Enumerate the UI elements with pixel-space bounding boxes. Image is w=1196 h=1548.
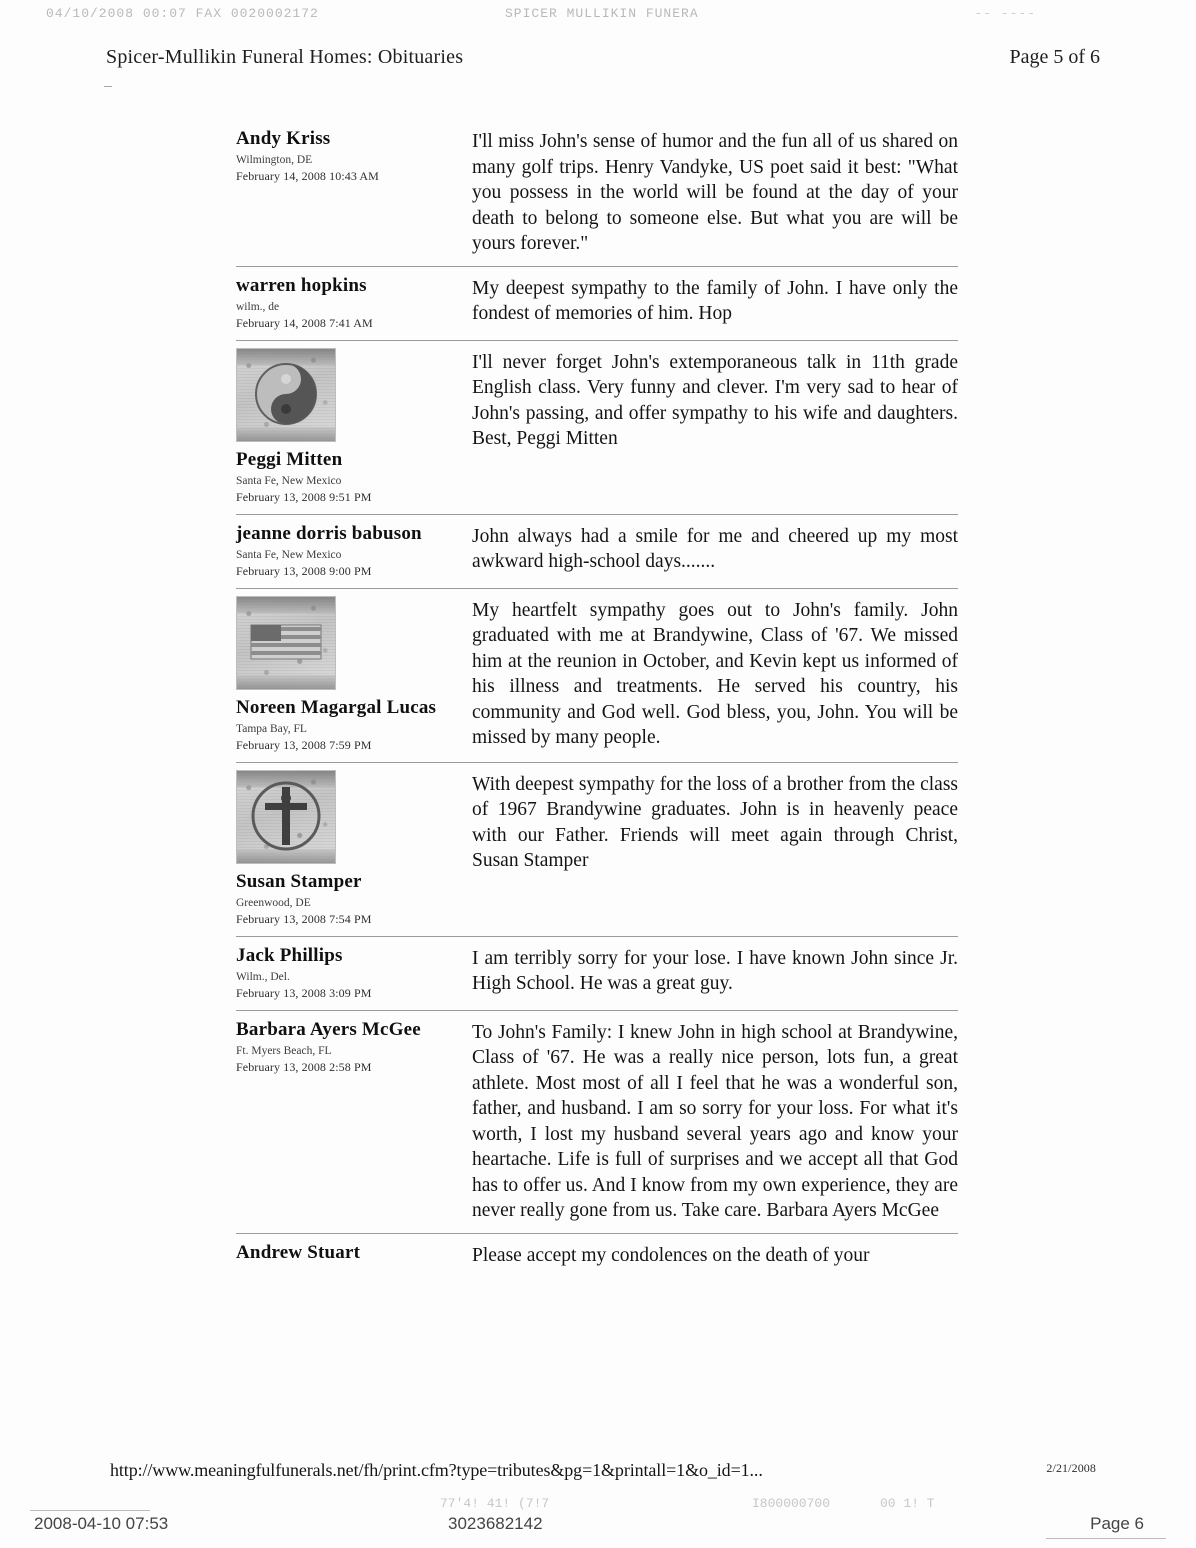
tribute-entry — [236, 1233, 958, 1278]
tribute-author-name: Peggi Mitten — [236, 448, 343, 470]
fax-ghost-text-1: 77'4! 41! (7!7 — [440, 1496, 550, 1511]
tribute-entry — [236, 762, 958, 936]
tribute-message: With deepest sympathy for the loss of a brother from the class of 1967 Brandywine graduates. John is in heavenly peace with our Father. Friends will meet again through Christ, Susan Stamper — [472, 773, 958, 871]
fax-rule-left — [30, 1510, 150, 1511]
tribute-author-location: Ft. Myers Beach, FL — [236, 1044, 332, 1057]
fax-page-label: Page 6 — [1090, 1514, 1144, 1533]
tribute-message: My heartfelt sympathy goes out to John's family. John graduated with me at Brandywine, Class of '67. We missed him at the reunion in October, and Kevin kept us informed of his illness and treatments. He served his country, his community and God well. God bless, you, John. You will be missed by many people. — [472, 599, 958, 748]
tribute-message: I'll never forget John's extemporaneous talk in 11th grade English class. Very funny and clever. I'm very sad to hear of John's passing, and offer sympathy to his wife and daughters. Best, Peggi Mitten — [472, 351, 958, 449]
tribute-entry — [236, 266, 958, 340]
tribute-author-block — [236, 1018, 464, 1075]
page-indicator: Page 5 of 6 — [1009, 46, 1100, 68]
tribute-message: My deepest sympathy to the family of John. I have only the fondest of memories of him. Hop — [472, 277, 958, 324]
tribute-entry — [236, 340, 958, 514]
tribute-author-block — [236, 770, 464, 927]
tribute-timestamp: February 13, 2008 9:00 PM — [236, 563, 372, 578]
tribute-author-block — [236, 522, 464, 579]
fax-top-right-text: SPICER MULLIKIN FUNERA — [505, 6, 699, 21]
tribute-author-name: Andrew Stuart — [236, 1241, 361, 1263]
tribute-entry — [236, 936, 958, 1010]
tribute-author-name: Susan Stamper — [236, 870, 362, 892]
tribute-author-name: warren hopkins — [236, 274, 367, 296]
fax-ghost-text-3: 00 1! T — [880, 1496, 935, 1511]
yin-yang-photo-icon — [236, 348, 336, 442]
tribute-author-location: Wilm., Del. — [236, 970, 290, 983]
tribute-author-name: jeanne dorris babuson — [236, 522, 422, 544]
tribute-entry — [236, 514, 958, 588]
fax-rule-right — [1046, 1538, 1166, 1539]
tribute-message: Please accept my condolences on the death of your — [472, 1244, 870, 1266]
tribute-author-location: Santa Fe, New Mexico — [236, 474, 342, 487]
tribute-entry — [236, 588, 958, 762]
tribute-author-block — [236, 274, 464, 331]
tribute-timestamp: February 13, 2008 3:09 PM — [236, 985, 372, 1000]
tribute-author-block — [236, 944, 464, 1001]
tribute-timestamp: February 14, 2008 10:43 AM — [236, 169, 379, 183]
flag-photo-icon — [236, 596, 336, 690]
fax-number: 3023682142 — [448, 1514, 543, 1533]
tribute-timestamp: February 13, 2008 9:51 PM — [236, 489, 372, 504]
print-date: 2/21/2008 — [1046, 1461, 1096, 1475]
print-header — [106, 46, 1100, 72]
tribute-entry — [236, 120, 958, 266]
tribute-author-block — [236, 348, 464, 505]
tribute-author-name: Barbara Ayers McGee — [236, 1018, 421, 1040]
tribute-author-name: Andy Kriss — [236, 128, 331, 149]
tribute-author-location: wilm., de — [236, 300, 280, 313]
tribute-timestamp: February 13, 2008 7:54 PM — [236, 911, 372, 926]
tribute-author-block — [236, 127, 464, 184]
tribute-author-location: Wilmington, DE — [236, 154, 313, 166]
tribute-timestamp: February 14, 2008 7:41 AM — [236, 315, 373, 330]
tribute-entry — [236, 1010, 958, 1233]
fax-bottom-strip — [0, 1496, 1196, 1544]
page-title: Spicer-Mullikin Funeral Homes: Obituaries — [106, 46, 464, 68]
margin-tick-mark — [104, 86, 112, 87]
fax-top-header — [0, 6, 1196, 26]
tribute-author-location: Greenwood, DE — [236, 896, 311, 909]
tribute-author-name: Jack Phillips — [236, 944, 343, 966]
tribute-message: John always had a smile for me and cheered up my most awkward high-school days....... — [472, 525, 958, 572]
tribute-author-block — [236, 1241, 464, 1265]
tribute-author-name: Noreen Magargal Lucas — [236, 696, 437, 718]
tribute-author-location: Tampa Bay, FL — [236, 722, 307, 735]
tribute-message: I am terribly sorry for your lose. I have known John since Jr. High School. He was a great guy. — [472, 947, 958, 994]
tribute-author-block — [236, 596, 464, 753]
source-url: http://www.meaningfulfunerals.net/fh/print.cfm?type=tributes&pg=1&printall=1&o_id=1... — [110, 1460, 763, 1480]
tribute-timestamp: February 13, 2008 7:59 PM — [236, 737, 372, 752]
fax-ghost-text-2: I800000700 — [752, 1496, 831, 1511]
tribute-entries-list — [236, 120, 958, 1277]
cross-photo-icon — [236, 770, 336, 864]
tribute-author-location: Santa Fe, New Mexico — [236, 548, 342, 561]
fax-top-far-text: -- ---- — [974, 6, 1036, 21]
fax-top-left-text: 04/10/2008 00:07 FAX 0020002172 — [46, 6, 319, 21]
tribute-message: To John's Family: I knew John in high school at Brandywine, Class of '67. He was a really nice person, lots fun, a great athlete. Most most of all I feel that he was a wonderful son, father, and husband. I am so sorry for your loss. For what it's worth, I lost my husband several years ago and know your heartache. Life is full of surprises and we accept all that God has to offer us. And I know from my own experience, they are never really gone from us. Take care. Barbara Ayers McGee — [472, 1021, 958, 1221]
tribute-timestamp: February 13, 2008 2:58 PM — [236, 1059, 372, 1074]
tribute-message: I'll miss John's sense of humor and the fun all of us shared on many golf trips. Henry Vandyke, US poet said it best: "What you possess in the world will be found at the day of your death to belong to someone else. But what you are will be yours forever." — [472, 131, 958, 254]
fax-timestamp: 2008-04-10 07:53 — [34, 1514, 169, 1533]
